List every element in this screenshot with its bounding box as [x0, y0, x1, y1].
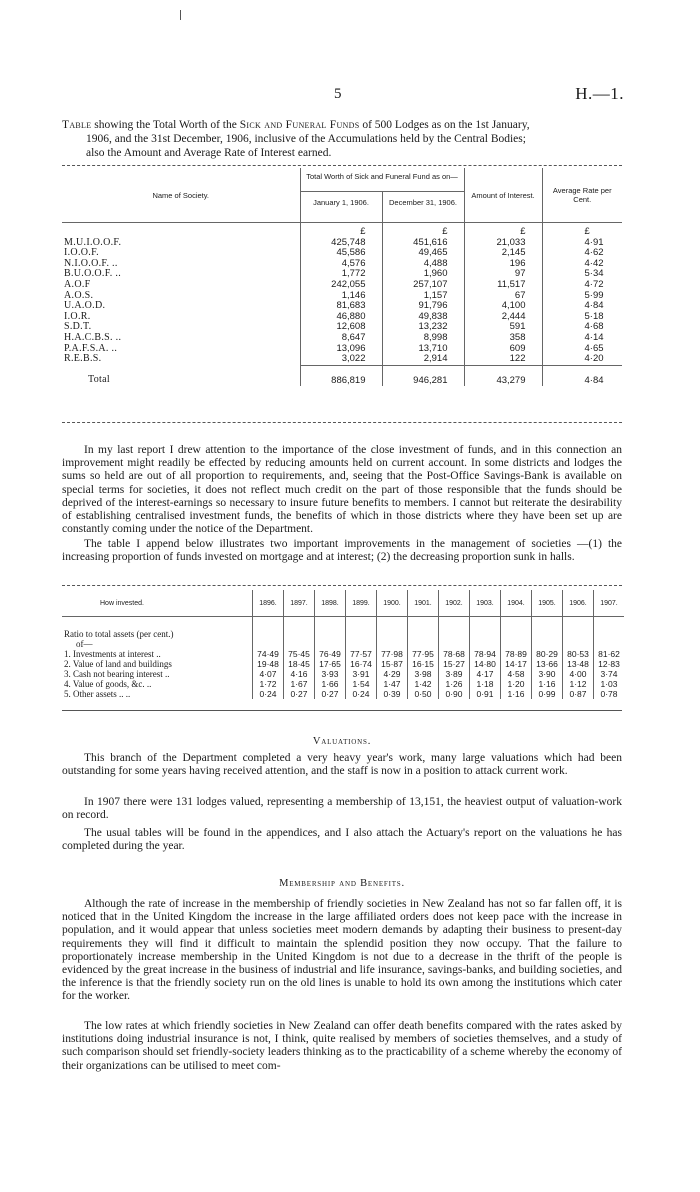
society-name: A.O.S. — [64, 289, 94, 301]
row-label: 1. Investments at interest .. — [64, 649, 161, 659]
col-how-invested: How invested. — [100, 599, 144, 607]
cell-rate: 4·68 — [542, 322, 622, 333]
caption-smallcaps: Sick and Funeral Funds — [239, 119, 360, 131]
cell: 74·49 — [253, 649, 284, 659]
valuations-heading: Valuations. — [312, 736, 372, 747]
cell-rate: 4·62 — [542, 248, 622, 259]
cell: 0·39 — [377, 689, 408, 699]
cell: 4·29 — [377, 669, 408, 679]
society-name: H.A.C.B.S. .. — [64, 331, 122, 343]
cell-jan: 242,055 — [300, 280, 382, 291]
col-year: 1896. — [253, 590, 284, 617]
cell: 0·90 — [439, 689, 470, 699]
society-name: I.O.O.F. — [64, 247, 99, 259]
cell: 0·91 — [470, 689, 501, 699]
society-name: N.I.O.O.F. .. — [64, 257, 118, 269]
cell: 13·48 — [563, 659, 594, 669]
total-row — [62, 365, 622, 386]
cell-amount: 609 — [464, 344, 542, 355]
cell-rate: 4·91 — [542, 238, 622, 249]
cell: 75·45 — [284, 649, 315, 659]
membership-paragraph-1 — [62, 898, 622, 1004]
cell: 0·24 — [346, 689, 377, 699]
cell-jan: 1,772 — [300, 269, 382, 280]
cell: 4·00 — [563, 669, 594, 679]
cell: 1·26 — [439, 679, 470, 689]
caption-line3: also the Amount and Average Rate of Interest earned. — [86, 147, 332, 159]
table-row — [62, 280, 622, 291]
cell: 77·95 — [408, 649, 439, 659]
cell: 15·87 — [377, 659, 408, 669]
cell: 78·89 — [501, 649, 532, 659]
cell-amount: 21,033 — [464, 238, 542, 249]
cell-jan: 425,748 — [300, 238, 382, 249]
society-name: P.A.F.S.A. .. — [64, 342, 118, 354]
cell-dec: 49,838 — [382, 312, 464, 323]
total-jan: 886,819 — [300, 365, 382, 386]
cell-rate: 4·20 — [542, 354, 622, 365]
paragraph-text: Although the rate of increase in the membership of friendly societies in New Zealand has not so far fallen off, it is noticed that in the United Kingdom the increase in the large affiliated orders does not keep pace with the increase in population, and it would appear that unless societies meet modern demands by adapting their business to present-day requirements they will find it difficult to maintain the splendid position they now occupy. That the failure to proportionately increase membership in the United Kingdom is not due to a decrease in the thrift of the people is evidenced by the great increase in the business of industrial and life insurance, savings-banks, and building societies, and the inference is that the friendly society run on the old lines is unable to hold its own among the institutions which cater for the worker. — [62, 898, 622, 1003]
total-dec: 946,281 — [382, 365, 464, 386]
cell: 1·12 — [563, 679, 594, 689]
cell: 1·47 — [377, 679, 408, 689]
cell: 80·53 — [563, 649, 594, 659]
paragraph-text: The usual tables will be found in the appendices, and I also attach the Actuary's report on the valuations he has completed during the year. — [62, 827, 622, 853]
cell: 16·74 — [346, 659, 377, 669]
cell: 14·17 — [501, 659, 532, 669]
cell: 0·27 — [284, 689, 315, 699]
cell: 0·87 — [563, 689, 594, 699]
cell-rate: 5·34 — [542, 269, 622, 280]
membership-heading: Membership and Benefits. — [279, 878, 405, 889]
cell: 3·93 — [315, 669, 346, 679]
valuations-paragraph-3 — [62, 827, 622, 853]
col-year: 1898. — [315, 590, 346, 617]
cell-dec: 91,796 — [382, 301, 464, 312]
col-year: 1903. — [470, 590, 501, 617]
cell-jan: 46,880 — [300, 312, 382, 323]
society-name: M.U.I.O.O.F. — [64, 236, 122, 248]
col-year: 1902. — [439, 590, 470, 617]
cell: 0·99 — [532, 689, 563, 699]
cell: 77·98 — [377, 649, 408, 659]
cell-amount: 11,517 — [464, 280, 542, 291]
cell-rate: 4·65 — [542, 344, 622, 355]
cell-rate: 4·42 — [542, 259, 622, 270]
table-row — [62, 333, 622, 344]
cell: 1·42 — [408, 679, 439, 689]
cell: 81·62 — [594, 649, 625, 659]
row-label: 2. Value of land and buildings — [64, 659, 172, 669]
col-total-worth-group: Total Worth of Sick and Funeral Fund as on— — [300, 168, 464, 191]
valuations-paragraph-2 — [62, 796, 622, 822]
table2-bottom-rule — [62, 710, 622, 711]
cell: 1·18 — [470, 679, 501, 689]
cell: 1·16 — [501, 689, 532, 699]
unit-pound-amount: £ — [464, 223, 542, 238]
row-label: 3. Cash not bearing interest .. — [64, 669, 170, 679]
table-row — [62, 659, 624, 669]
cell: 16·15 — [408, 659, 439, 669]
page-number: 5 — [334, 86, 342, 102]
table1-caption — [62, 118, 622, 160]
caption-text-b: of 500 Lodges as on the 1st January, — [359, 119, 530, 131]
cell: 4·07 — [253, 669, 284, 679]
cell-jan: 81,683 — [300, 301, 382, 312]
ratio-intro-of: of— — [76, 639, 93, 649]
cell-amount: 2,444 — [464, 312, 542, 323]
col-year: 1907. — [594, 590, 625, 617]
cell: 3·90 — [532, 669, 563, 679]
cell-jan: 4,576 — [300, 259, 382, 270]
caption-lead: Table — [62, 119, 92, 131]
row-label: 4. Value of goods, &c. .. — [64, 679, 152, 689]
cell: 1·66 — [315, 679, 346, 689]
cell-dec: 2,914 — [382, 354, 464, 365]
total-label: Total — [88, 374, 110, 386]
paragraph-close-investment — [62, 444, 622, 536]
table-row — [62, 689, 624, 699]
cell: 12·83 — [594, 659, 625, 669]
society-name: U.A.O.D. — [64, 300, 106, 312]
society-name: S.D.T. — [64, 321, 92, 333]
cell: 18·45 — [284, 659, 315, 669]
total-amount: 43,279 — [464, 365, 542, 386]
paragraph-text: The low rates at which friendly societies in New Zealand can offer death benefits compared with the rates asked by institutions doing industrial insurance is not, I think, quite realised by members of societies themselves, and a study of such comparison should set friendly-society leaders thinking as to the practicability of a scheme whereby the economy of their organizations can be utilised to meet com- — [62, 1020, 622, 1072]
cell: 3·89 — [439, 669, 470, 679]
col-january-1906: January 1, 1906. — [300, 191, 382, 222]
cell: 4·16 — [284, 669, 315, 679]
cell: 80·29 — [532, 649, 563, 659]
cell: 1·20 — [501, 679, 532, 689]
col-year: 1904. — [501, 590, 532, 617]
cell-amount: 591 — [464, 322, 542, 333]
cell: 15·27 — [439, 659, 470, 669]
cell-amount: 358 — [464, 333, 542, 344]
table-row — [62, 679, 624, 689]
cell-jan: 45,586 — [300, 248, 382, 259]
table2-top-rule — [62, 585, 622, 586]
col-average-rate: Average Rate per Cent. — [542, 168, 622, 223]
cell: 3·91 — [346, 669, 377, 679]
cell: 1·54 — [346, 679, 377, 689]
society-name: A.O.F — [64, 278, 91, 290]
cell: 0·50 — [408, 689, 439, 699]
paragraph-text: The table I append below illustrates two important improvements in the management of societies —(1) the increasing proportion of funds invested on mortgage and at interest; (2) the decreasing proportion sunk in halls. — [62, 538, 622, 564]
cell: 1·16 — [532, 679, 563, 689]
margin-mark — [180, 10, 181, 20]
cell-dec: 1,960 — [382, 269, 464, 280]
society-name: R.E.B.S. — [64, 353, 102, 365]
cell: 0·27 — [315, 689, 346, 699]
col-year: 1901. — [408, 590, 439, 617]
col-year: 1905. — [532, 590, 563, 617]
cell: 13·66 — [532, 659, 563, 669]
paragraph-text: This branch of the Department completed a very heavy year's work, many large valuations which had been outstanding for some years having received attention, and the staff is now in a position to attack current work. — [62, 752, 622, 778]
society-name: B.U.O.O.F. .. — [64, 268, 121, 280]
cell-dec: 257,107 — [382, 280, 464, 291]
col-name-of-society: Name of Society. — [62, 168, 300, 223]
investment-ratio-table — [62, 590, 624, 699]
paragraph-table-intro — [62, 538, 622, 564]
cell-rate: 5·18 — [542, 312, 622, 323]
cell-jan: 13,096 — [300, 344, 382, 355]
cell: 4·58 — [501, 669, 532, 679]
caption-line2: 1906, and the 31st December, 1906, inclusive of the Accumulations held by the Central Bodies; — [86, 133, 526, 145]
cell: 0·24 — [253, 689, 284, 699]
table-row — [62, 649, 624, 659]
table-row — [62, 354, 622, 365]
valuations-paragraph-1 — [62, 752, 622, 778]
table-row — [62, 669, 624, 679]
cell: 3·98 — [408, 669, 439, 679]
ratio-intro: Ratio to total assets (per cent.) — [64, 629, 174, 639]
cell-rate: 4·84 — [542, 301, 622, 312]
row-label: 5. Other assets .. .. — [64, 689, 131, 699]
cell-rate: 4·14 — [542, 333, 622, 344]
document-reference: H.—1. — [575, 84, 624, 103]
cell: 0·78 — [594, 689, 625, 699]
cell-amount: 2,145 — [464, 248, 542, 259]
cell: 76·49 — [315, 649, 346, 659]
cell: 1·72 — [253, 679, 284, 689]
cell-amount: 4,100 — [464, 301, 542, 312]
society-name: I.O.R. — [64, 310, 91, 322]
cell-dec: 4,488 — [382, 259, 464, 270]
cell-jan: 1,146 — [300, 291, 382, 302]
paragraph-text: In 1907 there were 131 lodges valued, representing a membership of 13,151, the heaviest output of valuation-work on record. — [62, 796, 622, 822]
sick-funeral-funds-table — [62, 168, 622, 386]
cell-amount: 196 — [464, 259, 542, 270]
cell-jan: 3,022 — [300, 354, 382, 365]
col-amount-of-interest: Amount of Interest. — [464, 168, 542, 223]
cell: 78·68 — [439, 649, 470, 659]
cell-dec: 8,998 — [382, 333, 464, 344]
cell-dec: 1,157 — [382, 291, 464, 302]
cell: 1·67 — [284, 679, 315, 689]
cell: 78·94 — [470, 649, 501, 659]
cell-amount: 122 — [464, 354, 542, 365]
cell-jan: 8,647 — [300, 333, 382, 344]
cell: 1·03 — [594, 679, 625, 689]
cell: 4·17 — [470, 669, 501, 679]
col-december-1906: December 31, 1906. — [382, 191, 464, 222]
membership-paragraph-2 — [62, 1020, 622, 1073]
cell-dec: 451,616 — [382, 238, 464, 249]
col-year: 1897. — [284, 590, 315, 617]
cell-dec: 49,465 — [382, 248, 464, 259]
unit-pound-dec: £ — [382, 223, 464, 238]
unit-pound-rate: £ — [542, 223, 622, 238]
col-year: 1900. — [377, 590, 408, 617]
cell-rate: 5·99 — [542, 291, 622, 302]
unit-pound-jan: £ — [300, 223, 382, 238]
cell: 14·80 — [470, 659, 501, 669]
cell-dec: 13,710 — [382, 344, 464, 355]
cell: 19·48 — [253, 659, 284, 669]
col-year: 1906. — [563, 590, 594, 617]
paragraph-text: In my last report I drew attention to the importance of the close investment of funds, and in this connection an improvement might readily be effected by reducing amounts held on current account. In some districts and lodges the sums so held are out of all proportion to requirements, and, seeing that the Post-Office Savings-Bank is available on special terms for societies, it does not reflect much credit on the part of those responsible that the funds should be deprived of the interest-earnings so necessary to insure future benefits to members. I cannot but reiterate the desirability of establishing centralised investment funds, the benefits of which in those districts where they have been set up are constantly coming under the notice of the Department. — [62, 444, 622, 536]
total-rate: 4·84 — [542, 365, 622, 386]
caption-text-a: showing the Total Worth of the — [91, 119, 240, 131]
cell-dec: 13,232 — [382, 322, 464, 333]
col-year: 1899. — [346, 590, 377, 617]
cell-amount: 97 — [464, 269, 542, 280]
cell-rate: 4·72 — [542, 280, 622, 291]
cell: 3·74 — [594, 669, 625, 679]
cell-jan: 12,608 — [300, 322, 382, 333]
table1-bottom-rule — [62, 422, 622, 423]
cell: 77·57 — [346, 649, 377, 659]
cell: 17·65 — [315, 659, 346, 669]
cell-amount: 67 — [464, 291, 542, 302]
table1-top-rule — [62, 165, 622, 166]
